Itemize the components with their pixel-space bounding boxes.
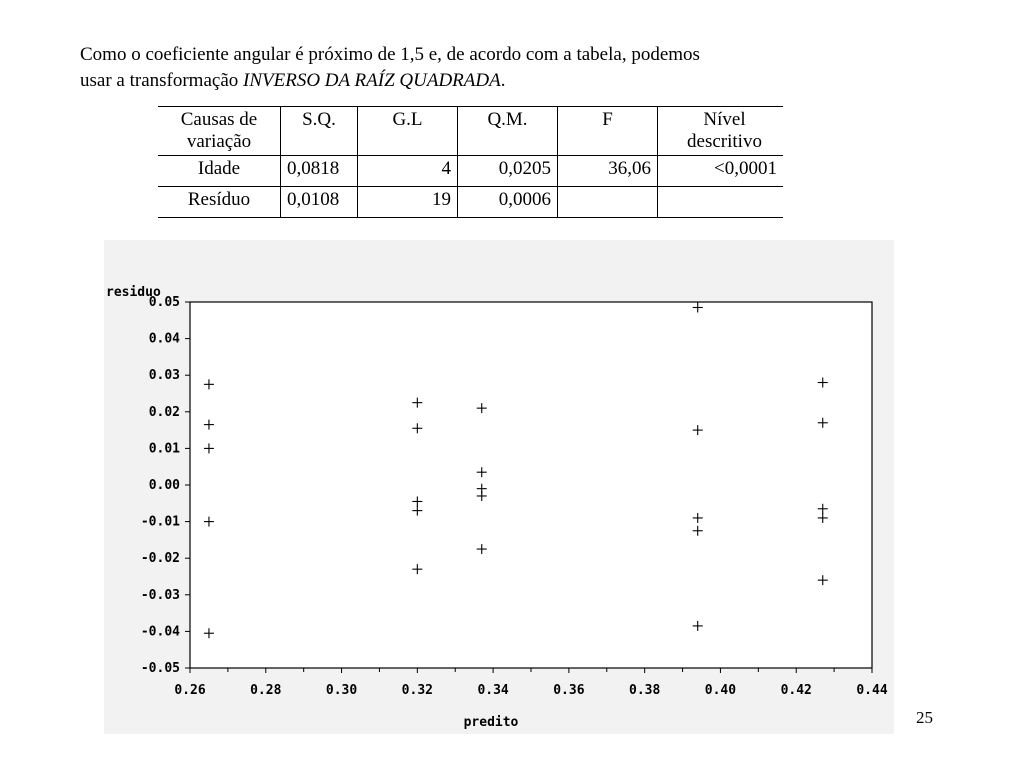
cell-gl: 4 — [358, 156, 458, 187]
header-f: F — [558, 107, 658, 156]
table-header-row — [158, 107, 783, 156]
cell-nivel: <0,0001 — [658, 156, 784, 187]
x-tick-label: 0.40 — [704, 683, 737, 698]
header-causas-line1: Causas de — [180, 109, 258, 130]
header-nivel-line1: Nível — [703, 109, 746, 130]
residual-plot — [104, 240, 894, 734]
table-row — [158, 187, 783, 218]
x-tick-label: 0.26 — [174, 683, 206, 698]
cell-f: 36,06 — [558, 156, 658, 187]
y-tick-label: 0.05 — [148, 295, 180, 310]
x-tick-label: 0.42 — [780, 683, 812, 698]
intro-line-1: Como o coeficiente angular é próximo de 1,5 e, de acordo com a tabela, podemos — [80, 44, 700, 65]
y-tick-label: 0.04 — [148, 331, 180, 347]
y-axis-label: residuo — [106, 285, 161, 300]
cell-nivel — [658, 187, 784, 218]
intro-line-2 — [80, 68, 860, 94]
header-causas-line2: variação — [186, 131, 252, 152]
header-nivel — [658, 107, 784, 156]
header-nivel-line2: descritivo — [687, 131, 762, 152]
y-tick-label: -0.04 — [140, 624, 180, 640]
intro-line-2-suffix: . — [500, 70, 506, 91]
x-tick-label: 0.38 — [629, 683, 661, 698]
x-tick-label: 0.44 — [856, 683, 888, 698]
cell-qm: 0,0006 — [458, 187, 558, 218]
cell-sq: 0,0108 — [281, 187, 358, 218]
cell-causa: Resíduo — [158, 187, 281, 218]
y-tick-label: -0.01 — [140, 514, 180, 530]
x-tick-label: 0.32 — [401, 683, 433, 698]
intro-text — [80, 42, 860, 94]
intro-line-2-prefix: usar a transformação — [80, 70, 244, 91]
y-tick-label: 0.02 — [148, 404, 180, 420]
table-row — [158, 156, 783, 187]
residual-plot-svg — [104, 240, 894, 734]
anova-table — [158, 106, 783, 218]
y-tick-label: -0.05 — [140, 661, 180, 676]
x-axis-label: predito — [463, 715, 519, 730]
cell-sq: 0,0818 — [281, 156, 358, 187]
x-tick-label: 0.30 — [325, 683, 358, 698]
x-tick-label: 0.34 — [477, 683, 509, 698]
x-tick-label: 0.28 — [250, 683, 282, 698]
header-causas — [158, 107, 281, 156]
y-tick-label: 0.00 — [148, 478, 180, 493]
x-tick-label: 0.36 — [553, 683, 585, 698]
header-qm: Q.M. — [458, 107, 558, 156]
y-tick-label: 0.03 — [148, 368, 180, 384]
transformation-name: INVERSO DA RAÍZ QUADRADA — [243, 70, 501, 91]
cell-causa: Idade — [158, 156, 281, 187]
header-sq: S.Q. — [281, 107, 358, 156]
cell-gl: 19 — [358, 187, 458, 218]
header-gl: G.L — [358, 107, 458, 156]
page-number: 25 — [916, 708, 933, 727]
y-tick-label: -0.02 — [140, 551, 180, 567]
cell-f — [558, 187, 658, 218]
plot-frame — [190, 302, 872, 668]
y-tick-label: 0.01 — [148, 441, 180, 457]
y-tick-label: -0.03 — [140, 587, 180, 603]
cell-qm: 0,0205 — [458, 156, 558, 187]
